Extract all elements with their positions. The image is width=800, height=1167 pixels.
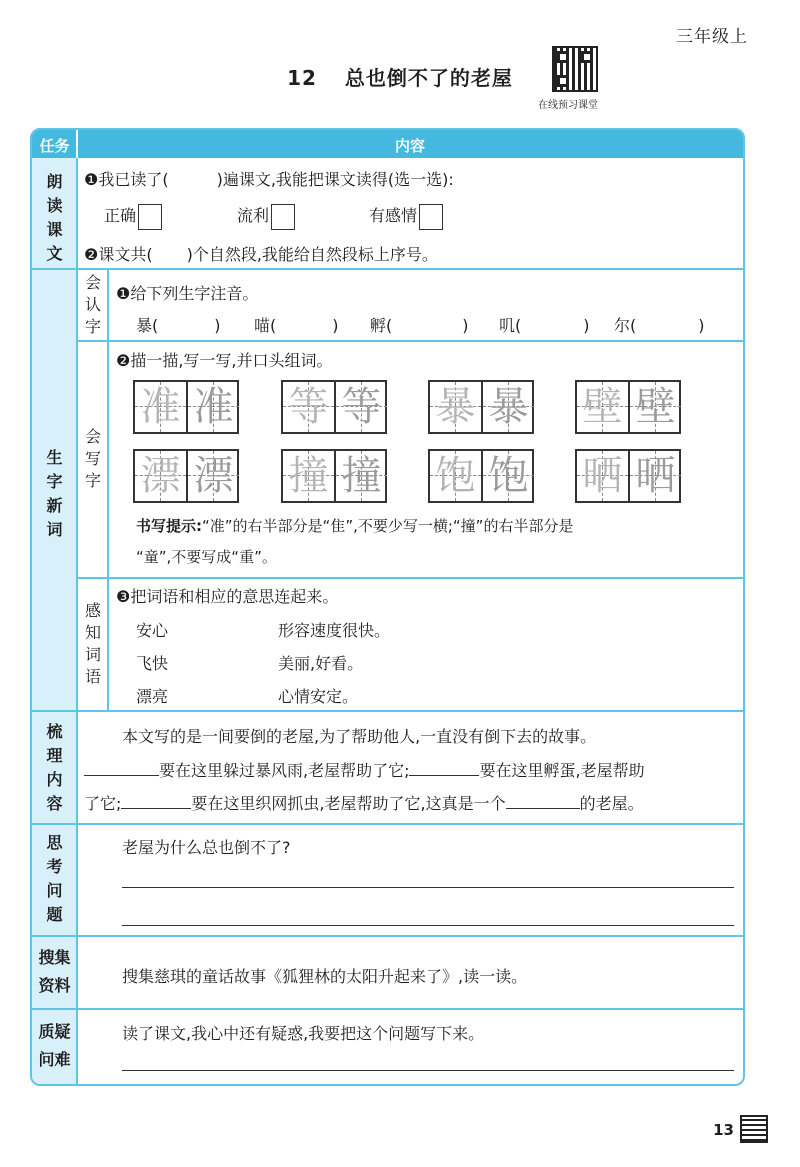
vocab-section-label: 生 字 新 词 — [46, 448, 63, 539]
writing-grid[interactable] — [133, 380, 239, 434]
writing-tip-label: 书写提示: — [136, 517, 202, 535]
match-meaning[interactable]: 美丽,好看。 — [278, 654, 364, 673]
row-divider — [76, 577, 745, 579]
answer-blank[interactable] — [506, 794, 580, 809]
match-word[interactable]: 漂亮 — [136, 687, 169, 706]
checkbox[interactable] — [271, 204, 295, 230]
writing-grid[interactable] — [281, 380, 387, 434]
grade-label: 三年级上 — [676, 27, 748, 47]
qr-code-icon[interactable] — [552, 46, 598, 92]
row-divider — [32, 268, 743, 270]
row-divider — [32, 935, 743, 937]
doubt-text: 读了课文,我心中还有疑惑,我要把这个问题写下来。 — [122, 1024, 485, 1043]
lesson-title — [0, 62, 800, 91]
lesson-number: 12 — [287, 66, 317, 90]
trace-character: 饱 — [435, 453, 476, 499]
pinyin-item: 孵( ) — [370, 316, 469, 335]
doubt-section-label: 质疑 问难 — [38, 1022, 71, 1069]
trace-character: 漂 — [140, 453, 181, 499]
writing-tip-line-2: “童”,不要写成“重”。 — [136, 548, 277, 566]
trace-character: 等 — [288, 384, 329, 430]
row-divider — [32, 823, 743, 825]
pinyin-item: 叽( ) — [499, 316, 590, 335]
writing-grid[interactable] — [428, 449, 534, 503]
answer-line[interactable] — [122, 925, 734, 926]
read-line-1: ❶我已读了( )遍课文,我能把课文读得(选一选): — [84, 170, 454, 189]
row-divider — [32, 710, 743, 712]
page-number: 13 — [713, 1121, 734, 1139]
write-character: 壁 — [635, 384, 676, 430]
checkbox[interactable] — [419, 204, 443, 230]
write-character: 饱 — [488, 453, 529, 499]
read-section-label: 朗 读 课 文 — [46, 172, 63, 263]
writing-grid[interactable] — [281, 449, 387, 503]
think-section-label: 思 考 问 题 — [46, 833, 63, 924]
match-meaning[interactable]: 心情安定。 — [278, 687, 359, 706]
read-line-2: ❷课文共( )个自然段,我能给自然段标上序号。 — [84, 245, 438, 264]
qr-code-icon[interactable] — [740, 1115, 768, 1143]
perceive-label: 感 知 词 语 — [84, 601, 101, 686]
recognize-label: 会 认 字 — [84, 273, 101, 336]
answer-blank[interactable] — [409, 761, 479, 776]
write-character: 准 — [193, 384, 234, 430]
row-divider — [32, 1008, 743, 1010]
write-character: 漂 — [193, 453, 234, 499]
summary-line-3: 了它; 要在这里织网抓虫,老屋帮助了它,这真是一个 的老屋。 — [84, 794, 644, 813]
trace-character: 暴 — [435, 384, 476, 430]
writing-grid[interactable] — [133, 449, 239, 503]
read-option-expressive: 有感情 — [369, 203, 443, 230]
task-column-header: 任务 — [39, 137, 70, 155]
write-character: 暴 — [488, 384, 529, 430]
pinyin-item: 尔( ) — [614, 316, 705, 335]
collect-text: 搜集慈琪的童话故事《狐狸林的太阳升起来了》,读一读。 — [122, 967, 528, 986]
writing-grid[interactable] — [428, 380, 534, 434]
writing-grid[interactable] — [575, 380, 681, 434]
answer-blank[interactable] — [121, 794, 191, 809]
summary-line-1: 本文写的是一间要倒的老屋,为了帮助他人,一直没有倒下去的故事。 — [122, 727, 597, 746]
trace-character: 壁 — [582, 384, 623, 430]
think-question: 老屋为什么总也倒不了? — [122, 838, 291, 857]
collect-section-label: 搜集 资料 — [38, 948, 71, 995]
study-table — [30, 128, 745, 1086]
write-character: 等 — [341, 384, 382, 430]
summary-line-2: 要在这里躲过暴风雨,老屋帮助了它; 要在这里孵蛋,老屋帮助 — [84, 758, 645, 781]
perceive-instruction: ❸把词语和相应的意思连起来。 — [116, 587, 339, 606]
answer-line[interactable] — [122, 1070, 734, 1071]
match-word[interactable]: 飞快 — [136, 654, 169, 673]
trace-character: 准 — [140, 384, 181, 430]
answer-blank[interactable] — [84, 761, 159, 776]
answer-line[interactable] — [122, 887, 734, 888]
table-header — [32, 130, 743, 158]
summary-section-label: 梳 理 内 容 — [46, 722, 63, 813]
trace-character: 晒 — [582, 453, 623, 499]
content-column-header: 内容 — [394, 137, 425, 155]
write-character: 晒 — [635, 453, 676, 499]
trace-character: 撞 — [288, 453, 329, 499]
read-option-fluent: 流利 — [237, 203, 295, 230]
checkbox[interactable] — [138, 204, 162, 230]
lesson-title-text: 总也倒不了的老屋 — [344, 66, 513, 90]
qr-caption: 在线预习课堂 — [538, 100, 598, 111]
read-option-correct: 正确 — [104, 203, 162, 230]
pinyin-item: 暴( ) — [136, 316, 221, 335]
recognize-instruction: ❶给下列生字注音。 — [116, 284, 259, 303]
write-instruction: ❷描一描,写一写,并口头组词。 — [116, 351, 333, 370]
match-meaning[interactable]: 形容速度很快。 — [278, 621, 391, 640]
pinyin-item: 喵( ) — [254, 316, 339, 335]
writing-grid[interactable] — [575, 449, 681, 503]
write-label: 会 写 字 — [84, 427, 101, 490]
row-divider — [76, 340, 745, 342]
match-word[interactable]: 安心 — [136, 621, 169, 640]
writing-tip: 书写提示:“准”的右半部分是“隹”,不要少写一横;“撞”的右半部分是 — [136, 517, 574, 535]
write-character: 撞 — [341, 453, 382, 499]
